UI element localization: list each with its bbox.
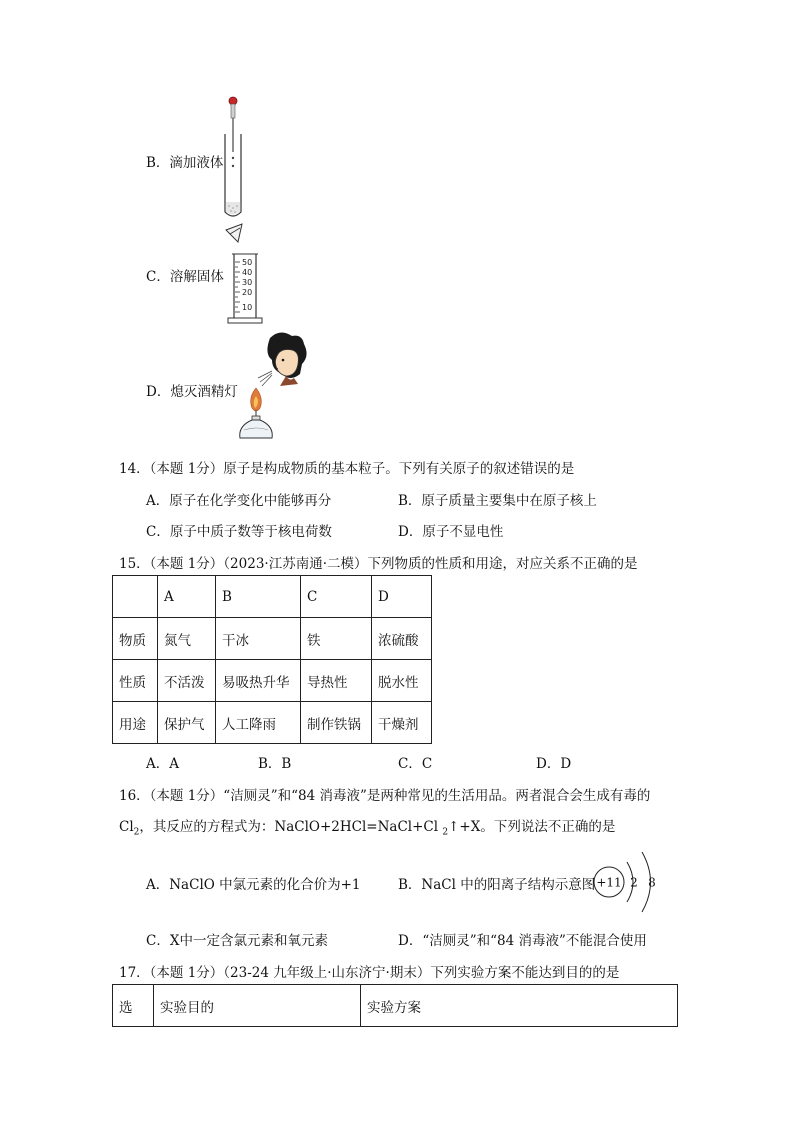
q13-option-b[interactable]: B．滴加液体 xyxy=(146,155,224,171)
q16-stem-cl: Cl xyxy=(119,819,134,835)
table-cell: 物质 xyxy=(113,618,158,660)
cylinder-tick-label: 40 xyxy=(242,268,253,277)
q16-option-d[interactable]: D．“洁厕灵”和“84 消毒液”不能混合使用 xyxy=(398,933,647,949)
q16-option-b[interactable]: B．NaCl 中的阳离子结构示意图 xyxy=(398,877,596,893)
table-header-cell: B xyxy=(216,576,301,618)
q16-option-a[interactable]: A．NaClO 中氯元素的化合价为+1 xyxy=(146,877,361,893)
q13-option-d[interactable]: D．熄灭酒精灯 xyxy=(146,384,238,400)
table-cell: 易吸热升华 xyxy=(216,660,301,702)
shell-1-electrons: 2 xyxy=(630,875,638,890)
table-cell: 脱水性 xyxy=(372,660,432,702)
table-cell: 干燥剂 xyxy=(372,702,432,744)
table-header-cell: 选 xyxy=(113,985,154,1027)
q14-option-a[interactable]: A．原子在化学变化中能够再分 xyxy=(146,493,332,509)
q15-option-b[interactable]: B．B xyxy=(258,756,292,772)
q15-option-d[interactable]: D．D xyxy=(536,756,572,772)
alcohol-lamp-blowing-illustration xyxy=(232,330,312,446)
q15-table xyxy=(112,575,432,744)
q14-option-b[interactable]: B．原子质量主要集中在原子核上 xyxy=(398,493,597,509)
q13-option-c[interactable]: C．溶解固体 xyxy=(146,269,224,285)
q14-option-c[interactable]: C．原子中质子数等于核电荷数 xyxy=(146,524,332,540)
q15-option-c[interactable]: C．C xyxy=(398,756,433,772)
table-cell: 制作铁锅 xyxy=(301,702,372,744)
graduated-cylinder-illustration xyxy=(222,222,266,326)
cylinder-tick-label: 50 xyxy=(242,258,253,267)
cylinder-tick-label: 10 xyxy=(242,303,253,312)
cylinder-tick-label: 30 xyxy=(242,278,253,287)
q15-stem: 15．（本题 1分）（2023·江苏南通·二模）下列物质的性质和用途，对应关系不正确的是 xyxy=(119,556,638,572)
table-header-cell: 实验目的 xyxy=(154,985,361,1027)
q16-stem-line2 xyxy=(119,815,615,838)
table-cell: 干冰 xyxy=(216,618,301,660)
table-cell: 浓硫酸 xyxy=(372,618,432,660)
cylinder-tick-label: 20 xyxy=(242,288,253,297)
q14-option-d[interactable]: D．原子不显电性 xyxy=(398,524,504,540)
table-cell: 不活泼 xyxy=(158,660,216,702)
q16-stem-mid: ，其反应的方程式为：NaClO+2HCl=NaCl+Cl xyxy=(139,819,443,835)
table-cell: 铁 xyxy=(301,618,372,660)
q16-stem-end: ↑+X。下列说法不正确的是 xyxy=(448,819,616,835)
q16-stem-sub2: 2 xyxy=(442,827,449,838)
q15-option-a[interactable]: A．A xyxy=(146,756,179,772)
q16-stem-line1: 16．（本题 1分）“洁厕灵”和“84 消毒液”是两种常见的生活用品。两者混合会生成有毒的 xyxy=(119,788,651,804)
table-header-cell: A xyxy=(158,576,216,618)
table-cell: 用途 xyxy=(113,702,158,744)
q16-stem-sub: 2 xyxy=(133,827,140,838)
table-cell: 保护气 xyxy=(158,702,216,744)
table-cell: 人工降雨 xyxy=(216,702,301,744)
ion-structure-diagram xyxy=(592,848,672,916)
table-header-cell: D xyxy=(372,576,432,618)
q17-table xyxy=(112,984,678,1027)
table-header-cell xyxy=(113,576,158,618)
table-header-cell: C xyxy=(301,576,372,618)
q14-stem: 14．（本题 1分）原子是构成物质的基本粒子。下列有关原子的叙述错误的是 xyxy=(119,461,575,477)
table-cell: 氮气 xyxy=(158,618,216,660)
table-cell: 导热性 xyxy=(301,660,372,702)
nucleus-charge-label: +11 xyxy=(596,875,622,890)
table-cell: 性质 xyxy=(113,660,158,702)
q17-stem: 17．（本题 1分）（23-24 九年级上·山东济宁·期末）下列实验方案不能达到目的的是 xyxy=(119,965,620,981)
table-header-cell: 实验方案 xyxy=(361,985,678,1027)
shell-2-electrons: 8 xyxy=(648,875,656,890)
q16-option-c[interactable]: C．X中一定含氯元素和氧元素 xyxy=(146,933,328,949)
